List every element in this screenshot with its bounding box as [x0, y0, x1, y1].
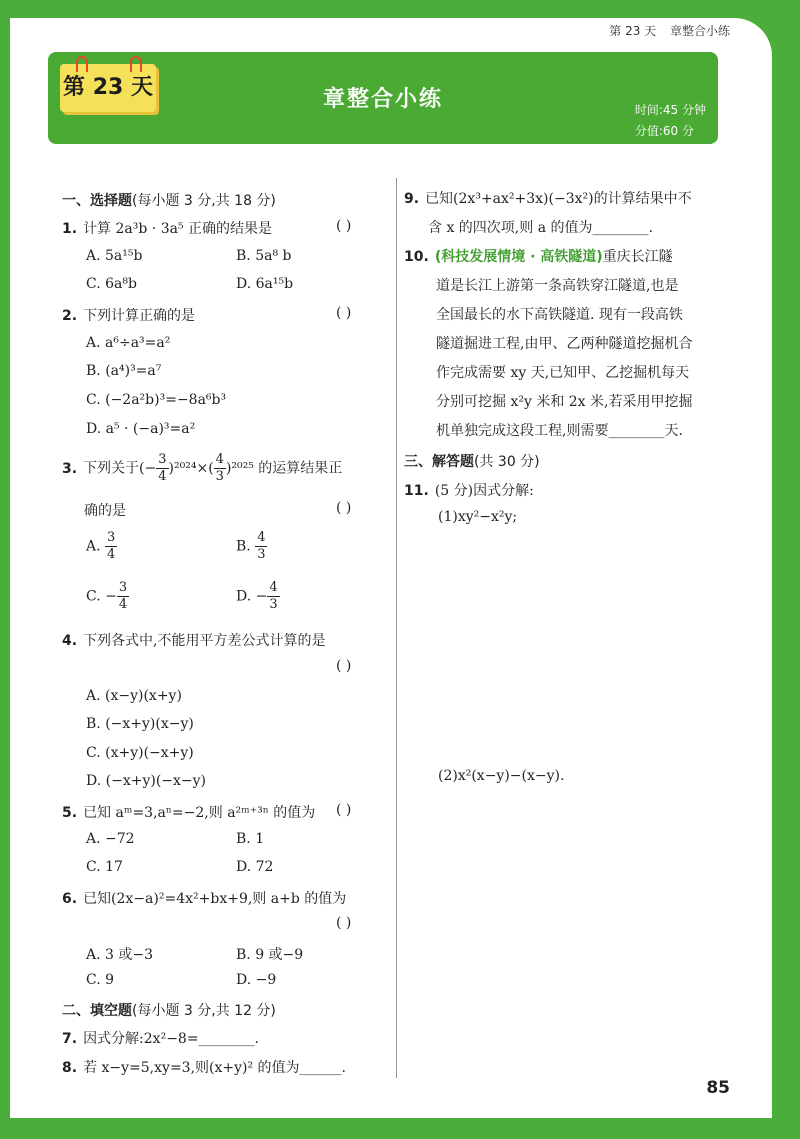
section-title: 一、选择题 — [62, 193, 132, 209]
day-tag-label: 第 23 天 — [63, 75, 153, 100]
question-number: 7. — [62, 1031, 78, 1047]
question-9-line2: 含 x 的四次项,则 a 的值为________. — [428, 220, 653, 236]
context-tag: (科技发展情境 · 高铁隧道) — [434, 249, 603, 265]
answer-blank[interactable]: ( ) — [336, 802, 352, 818]
question-number: 3. — [62, 460, 78, 477]
option-a[interactable]: A. −72 — [86, 831, 135, 847]
option-label: D. − — [236, 588, 268, 605]
question-text: 计算 2a³b · 3a⁵ 正确的结果是 — [83, 221, 273, 237]
option-a[interactable]: A. a⁶÷a³=a² — [86, 335, 171, 351]
question-text: 因式分解:2x²−8=________. — [83, 1031, 260, 1047]
header-chapter: 章整合小练 — [669, 24, 730, 38]
question-text: )²⁰²⁴×( — [168, 460, 214, 477]
question-text: 下列关于(− — [83, 460, 157, 477]
option-b[interactable]: B. (−x+y)(x−y) — [86, 716, 194, 732]
answer-blank[interactable]: ( ) — [336, 658, 352, 674]
question-number: 8. — [62, 1060, 78, 1076]
question-number: 4. — [62, 633, 78, 649]
answer-blank[interactable]: ( ) — [336, 218, 352, 234]
option-a[interactable]: A. 5a¹⁵b — [86, 248, 143, 264]
question-number: 9. — [404, 191, 420, 207]
answer-blank[interactable]: ( ) — [336, 915, 352, 931]
question-10-line: 道是长江上游第一条高铁穿江隧道,也是 — [436, 278, 679, 294]
question-text: 若 x−y=5,xy=3,则(x+y)² 的值为______. — [83, 1060, 346, 1076]
question-10-line: 作完成需要 xy 天,已知甲、乙挖掘机每天 — [436, 365, 690, 381]
option-d[interactable]: D. 72 — [236, 859, 274, 875]
question-2 — [62, 305, 195, 325]
answer-blank[interactable]: ( ) — [336, 305, 352, 321]
option-d[interactable]: D. a⁵ · (−a)³=a² — [86, 421, 196, 437]
option-d[interactable]: D. −9 — [236, 972, 277, 988]
option-c[interactable]: C. 9 — [86, 972, 115, 988]
question-text: 已知(2x−a)²=4x²+bx+9,则 a+b 的值为 — [83, 891, 347, 907]
question-8 — [62, 1057, 346, 1077]
page-number: 85 — [706, 1078, 730, 1098]
question-number: 10. — [404, 249, 429, 265]
question-1 — [62, 218, 272, 238]
fraction — [156, 452, 168, 485]
question-5 — [62, 802, 315, 822]
option-c[interactable]: C. 6a⁸b — [86, 276, 137, 292]
question-6 — [62, 888, 346, 908]
section-title: 三、解答题 — [404, 454, 474, 470]
option-b[interactable]: B. 5a⁸ b — [236, 248, 292, 264]
section-heading — [404, 451, 540, 471]
title-banner — [48, 52, 718, 144]
question-number: 2. — [62, 308, 78, 324]
header-day: 第 23 天 — [609, 24, 657, 38]
question-text: 已知 aᵐ=3,aⁿ=−2,则 a²ᵐ⁺³ⁿ 的值为 — [83, 805, 316, 821]
question-number: 11. — [404, 483, 429, 499]
option-d[interactable]: D. 6a¹⁵b — [236, 276, 294, 292]
option-label: B. — [236, 538, 251, 555]
option-b[interactable]: B. 1 — [236, 831, 265, 847]
option-c[interactable]: C. 17 — [86, 859, 123, 875]
fraction — [214, 452, 226, 485]
time-limit: 时间:45 分钟 — [634, 103, 706, 117]
option-a[interactable]: A. 3 或−3 — [86, 947, 154, 963]
numerator: 3 — [107, 530, 116, 545]
score-total: 分值:60 分 — [634, 124, 694, 138]
numerator: 3 — [118, 580, 128, 595]
option-label: A. — [86, 538, 101, 555]
question-number: 5. — [62, 805, 78, 821]
running-header — [599, 22, 730, 39]
fraction — [117, 580, 129, 613]
option-c[interactable]: C. (x+y)(−x+y) — [86, 745, 194, 761]
option-d[interactable]: D. (−x+y)(−x−y) — [86, 773, 207, 789]
question-text: 已知(2x³+ax²+3x)(−3x²)的计算结果中不 — [425, 191, 692, 207]
question-number: 1. — [62, 221, 78, 237]
section-sub: (每小题 3 分,共 12 分) — [132, 1003, 276, 1019]
section-heading — [62, 190, 276, 210]
option-label: C. − — [86, 588, 117, 605]
numerator: 4 — [269, 580, 278, 595]
question-text: (5 分)因式分解: — [434, 483, 534, 499]
question-text: 下列各式中,不能用平方差公式计算的是 — [83, 633, 326, 649]
question-10-line: 机单独完成这段工程,则需要________天. — [436, 423, 683, 439]
option-b[interactable]: B. (a⁴)³=a⁷ — [86, 363, 162, 379]
question-10-line: 分别可挖掘 x²y 米和 2x 米,若采用甲挖掘 — [436, 394, 693, 410]
denominator: 4 — [158, 469, 167, 484]
option-d[interactable] — [236, 580, 280, 613]
numerator: 3 — [158, 452, 167, 467]
denominator: 3 — [215, 469, 224, 484]
question-4 — [62, 630, 326, 650]
denominator: 3 — [257, 547, 266, 562]
section-sub: (共 30 分) — [474, 454, 540, 470]
option-b[interactable] — [236, 530, 267, 563]
question-10-line: 隧道掘进工程,由甲、乙两种隧道挖掘机合 — [436, 336, 693, 352]
denominator: 4 — [118, 597, 128, 612]
answer-blank[interactable]: ( ) — [336, 500, 352, 516]
numerator: 4 — [257, 530, 266, 545]
question-text: 下列计算正确的是 — [83, 308, 196, 324]
question-9 — [404, 188, 692, 208]
column-divider — [396, 178, 397, 1078]
denominator: 3 — [269, 597, 278, 612]
question-text: 重庆长江隧 — [602, 249, 673, 265]
option-b[interactable]: B. 9 或−9 — [236, 947, 304, 963]
question-11-part1: (1)xy²−x²y; — [438, 509, 518, 525]
question-3 — [62, 452, 342, 485]
fraction — [105, 530, 117, 563]
option-c[interactable] — [86, 580, 129, 613]
section-sub: (每小题 3 分,共 18 分) — [132, 193, 276, 209]
banner-title: 章整合小练 — [322, 87, 443, 112]
question-7 — [62, 1028, 259, 1048]
option-a[interactable]: A. (x−y)(x+y) — [86, 688, 182, 704]
fraction — [267, 580, 279, 613]
numerator: 4 — [215, 452, 224, 467]
question-11 — [404, 480, 534, 500]
question-text: )²⁰²⁵ 的运算结果正 — [225, 460, 343, 477]
question-10-line: 全国最长的水下高铁隧道. 现有一段高铁 — [436, 307, 683, 323]
question-11-part2: (2)x²(x−y)−(x−y). — [438, 768, 565, 784]
option-c[interactable]: C. (−2a²b)³=−8a⁶b³ — [86, 392, 227, 408]
section-title: 二、填空题 — [62, 1003, 132, 1019]
banner-meta — [635, 100, 706, 142]
question-10 — [404, 246, 673, 266]
question-3-line2: 确的是 — [84, 503, 126, 519]
section-heading — [62, 1000, 276, 1020]
denominator: 4 — [107, 547, 116, 562]
option-a[interactable] — [86, 530, 117, 563]
fraction — [255, 530, 267, 563]
question-number: 6. — [62, 891, 78, 907]
